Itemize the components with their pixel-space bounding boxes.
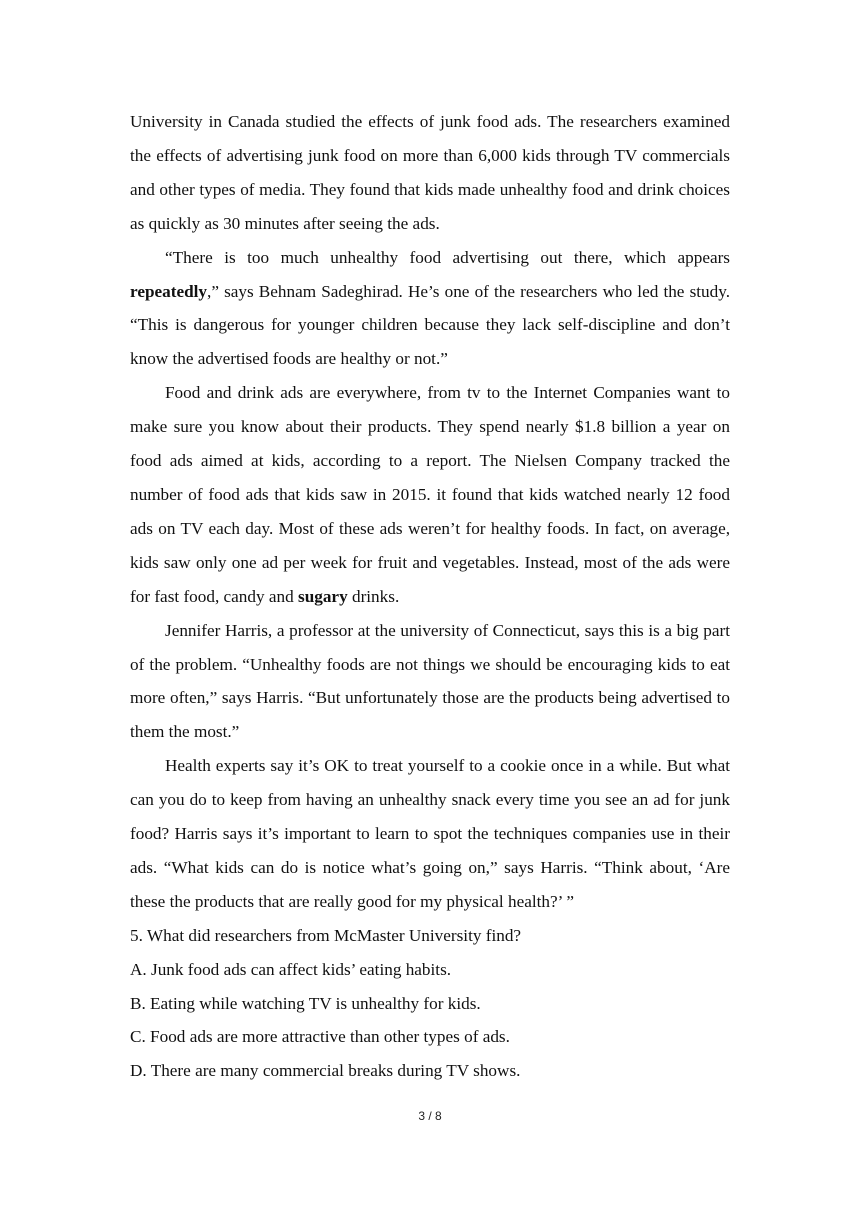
passage-paragraph-2 xyxy=(130,241,730,377)
document-page xyxy=(130,105,730,1088)
paragraph-text: “There is too much unhealthy food advertising out there, which appears xyxy=(165,247,730,267)
passage-paragraph-5: Health experts say it’s OK to treat yourself to a cookie once in a while. But what can you do to keep from having an unhealthy snack every time you see an ad for junk food? Harris says it’s important to learn to spot the techniques companies use in their ads. “What kids can do is notice what’s going on,” says Harris. “Think about, ‘Are these the products that are really good for my physical health?’ ” xyxy=(130,756,730,911)
question-stem: 5. What did researchers from McMaster University find? xyxy=(130,925,522,945)
passage-paragraph-4: Jennifer Harris, a professor at the university of Connecticut, says this is a big part of the problem. “Unhealthy foods are not things we should be encouraging kids to eat more often,” says Harris. “But unfortunately those are the products being advertised to them the most.” xyxy=(130,620,730,742)
answer-option-d: D. There are many commercial breaks during TV shows. xyxy=(130,1061,521,1081)
passage-paragraph-3 xyxy=(130,376,730,613)
answer-option-b: B. Eating while watching TV is unhealthy for kids. xyxy=(130,993,481,1013)
answer-option-a: A. Junk food ads can affect kids’ eating habits. xyxy=(130,959,452,979)
passage-paragraph-1: University in Canada studied the effects of junk food ads. The researchers examined the effects of advertising junk food on more than 6,000 kids through TV commercials and other types of media. They found that kids made unhealthy food and drink choices as quickly as 30 minutes after seeing the ads. xyxy=(130,112,730,233)
answer-option-c: C. Food ads are more attractive than other types of ads. xyxy=(130,1027,510,1047)
paragraph-text: drinks. xyxy=(347,586,400,606)
paragraph-text: ,” says Behnam Sadeghirad. He’s one of the researchers who led the study. “This is dangerous for younger children because they lack self-discipline and don’t know the advertised foods are healthy or not.” xyxy=(130,281,730,369)
vocab-word-sugary: sugary xyxy=(298,586,348,606)
vocab-word-repeatedly: repeatedly xyxy=(130,281,208,301)
page-number: 3 / 8 xyxy=(418,1109,442,1123)
paragraph-text: Food and drink ads are everywhere, from tv to the Internet Companies want to make sure you know about their products. They spend nearly $1.8 billion a year on food ads aimed at kids, according to a report. The Nielsen Company tracked the number of food ads that kids saw in 2015. it found that kids watched nearly 12 food ads on TV each day. Most of these ads weren’t for healthy foods. In fact, on average, kids saw only one ad per week for fruit and vegetables. Instead, most of the ads were for fast food, candy and xyxy=(130,383,730,606)
